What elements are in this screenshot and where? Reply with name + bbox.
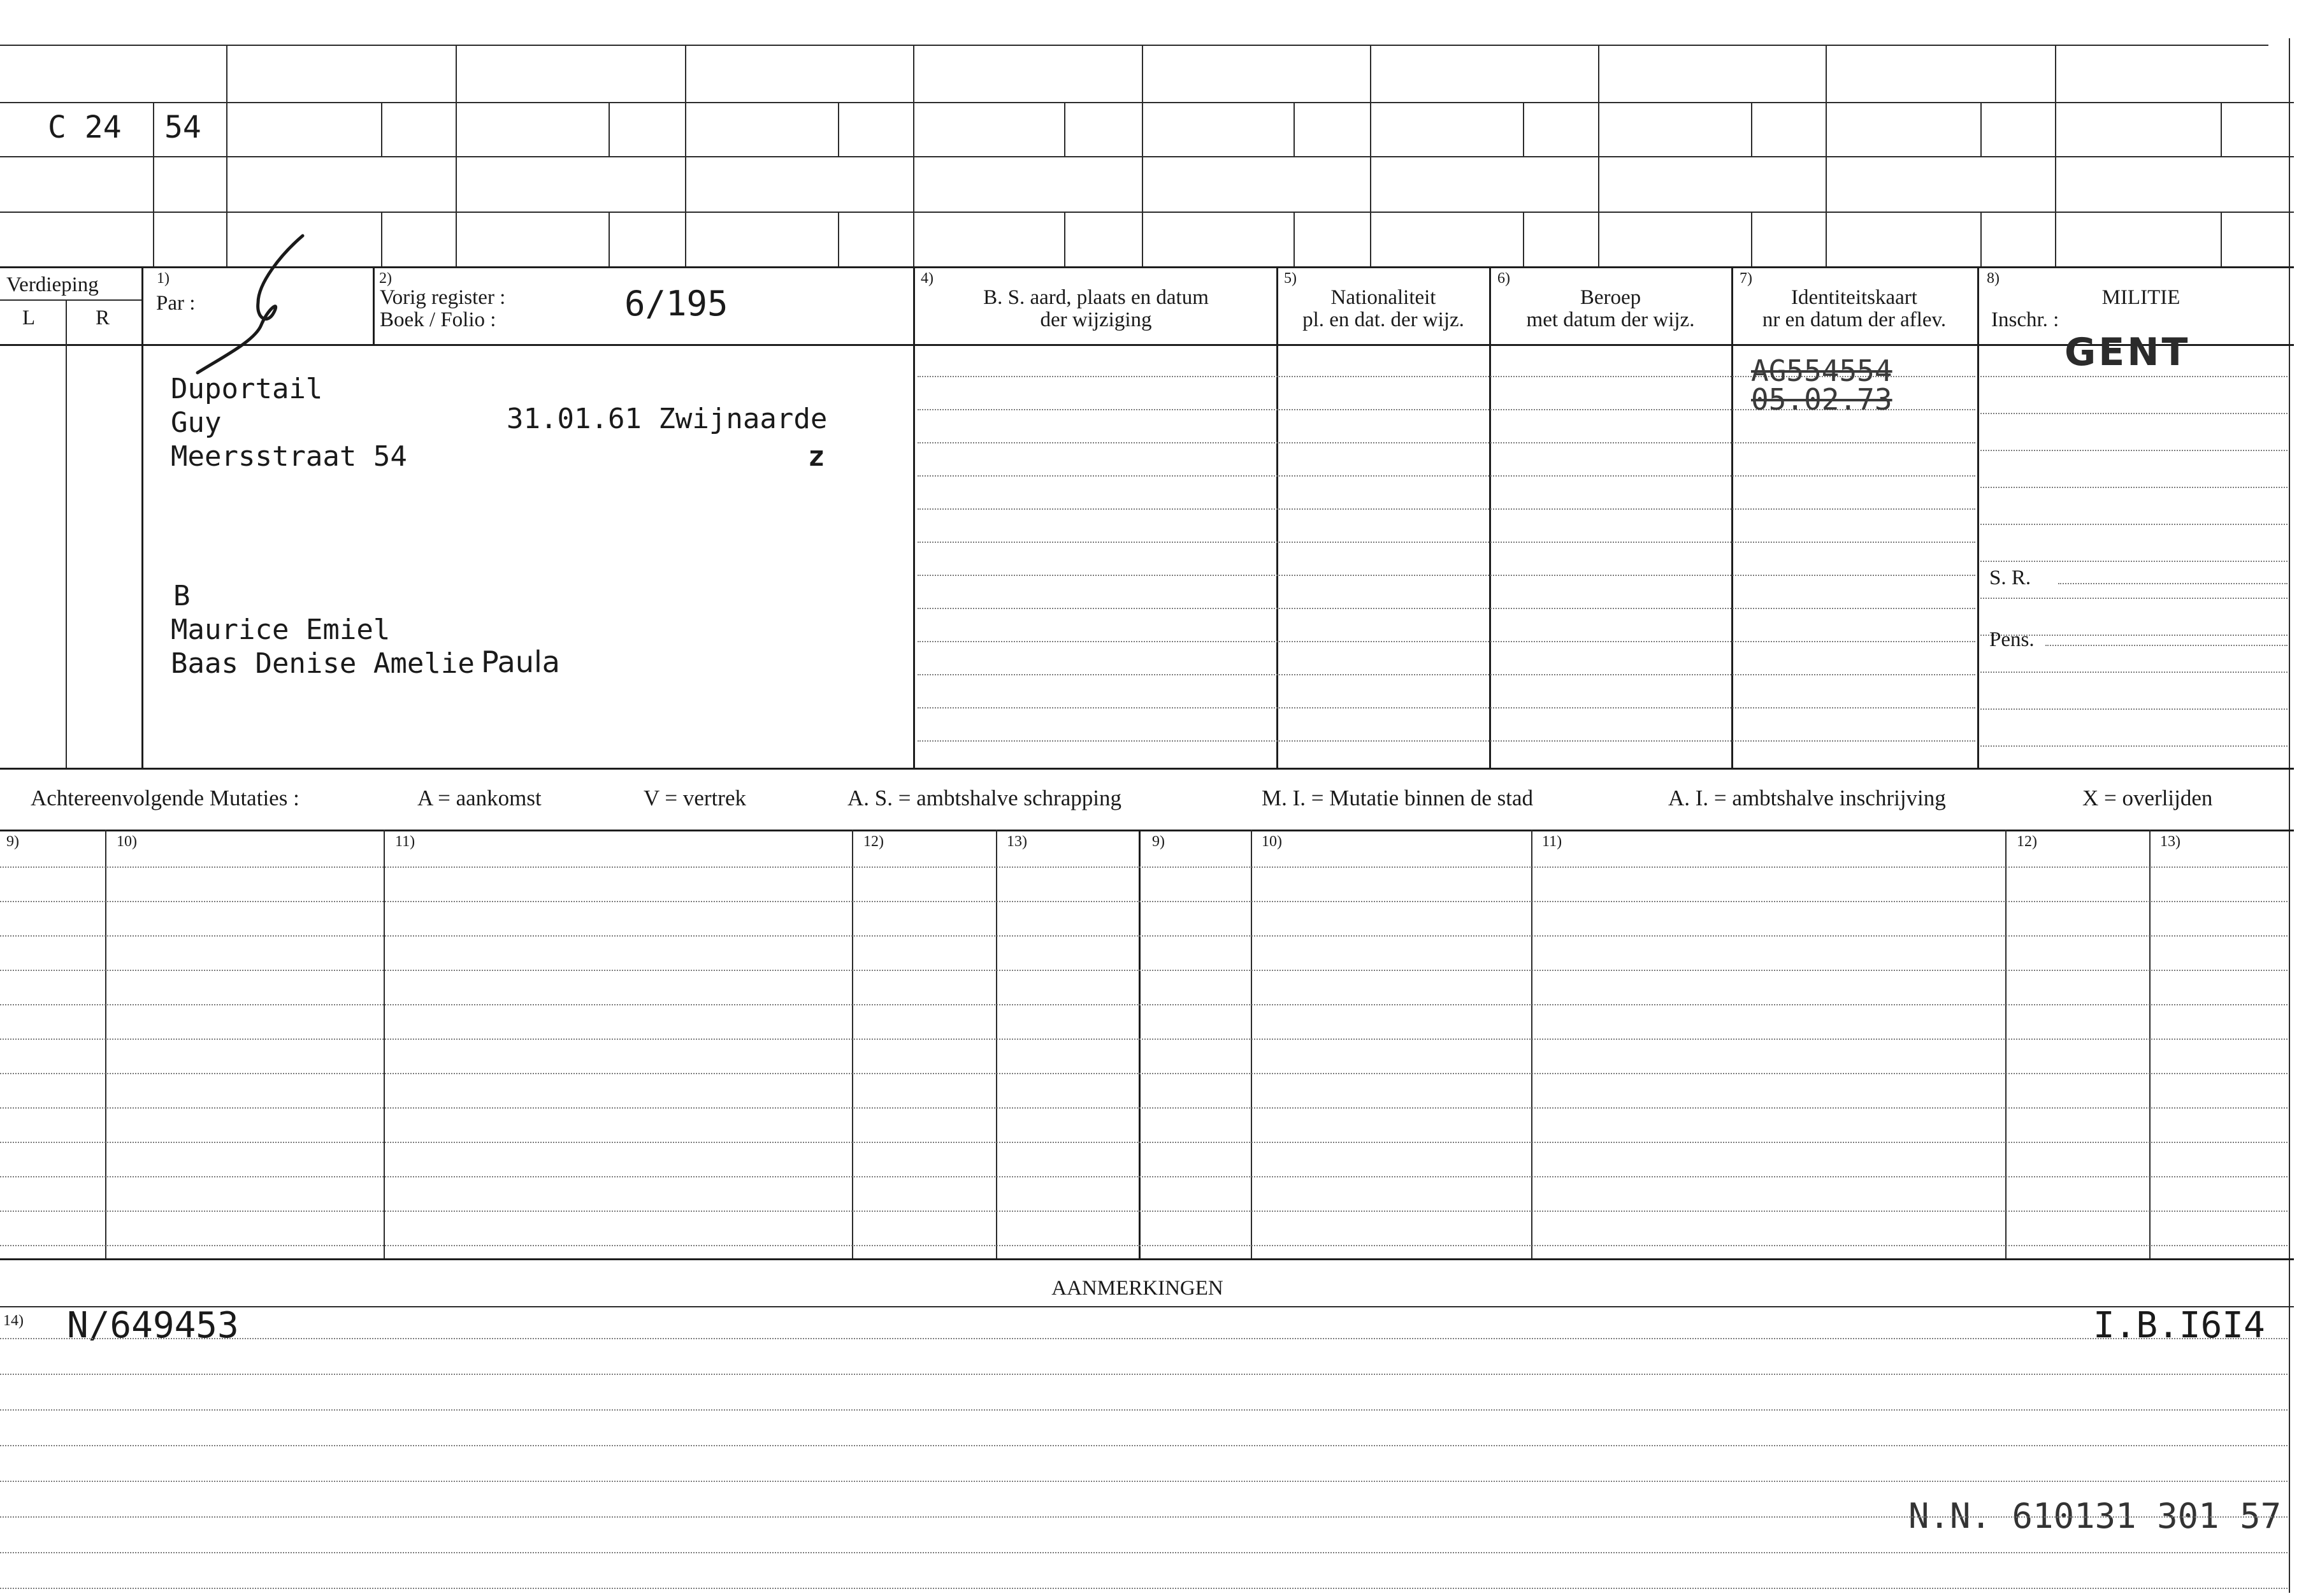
grid-col (913, 45, 914, 266)
grid-col (2221, 212, 2222, 266)
field-14-number: 14) (3, 1312, 24, 1329)
aanmerkingen-rule (0, 1306, 2294, 1307)
ruled-line (918, 674, 1975, 675)
vorig-register-value: 6/195 (624, 284, 728, 324)
grid-col (609, 102, 610, 156)
mut-col-12: 12) (863, 833, 884, 850)
ruled-line (0, 1588, 2288, 1589)
mut-col-11b: 11) (1542, 833, 1562, 850)
mutatie-legend-aankomst: A = aankomst (417, 786, 542, 810)
beroep-label-1: Beroep (1580, 286, 1641, 309)
grid-col (1523, 102, 1524, 156)
marker-z: z (808, 440, 825, 473)
ruled-line (0, 970, 2288, 971)
ruled-line (918, 442, 1975, 443)
ruled-line (0, 1552, 2288, 1553)
field-1-number: 1) (157, 270, 169, 287)
field-6-number: 6) (1497, 270, 1510, 287)
ruled-line (918, 575, 1975, 576)
mut-col (105, 830, 106, 1258)
ruled-line (1980, 450, 2288, 451)
ruled-line (918, 641, 1975, 642)
grid-col (838, 212, 839, 266)
field-2-number: 2) (379, 270, 392, 287)
header-bottom-rule (0, 344, 2294, 346)
ruled-line (1980, 598, 2288, 599)
col-divider (1731, 266, 1733, 768)
r-label: R (96, 306, 110, 329)
birth-date-place: 31.01.61 Zwijnaarde (507, 403, 828, 435)
verdieping-rule (0, 299, 143, 301)
mut-col (384, 830, 385, 1258)
grid-col (153, 102, 154, 266)
ruled-line (0, 1004, 2288, 1005)
ruled-line (1980, 524, 2288, 525)
bs-label-1: B. S. aard, plaats en datum (983, 286, 1209, 309)
mut-col-9: 9) (6, 833, 19, 850)
ruled-line (918, 542, 1975, 543)
ruled-line (1980, 708, 2288, 710)
field-4-number: 4) (921, 270, 933, 287)
mut-col (1251, 830, 1252, 1258)
grid-rule (0, 212, 2294, 213)
col-divider (141, 266, 143, 768)
register-number: 54 (164, 110, 201, 145)
field-5-number: 5) (1284, 270, 1297, 287)
grid-col (838, 102, 839, 156)
sr-label: S. R. (1989, 566, 2031, 589)
grid-col (1826, 45, 1827, 266)
ruled-line (0, 866, 2288, 868)
first-name: Guy (171, 406, 222, 439)
grid-col (1064, 212, 1065, 266)
sr-line (2058, 583, 2288, 584)
ruled-line (1980, 487, 2288, 488)
grid-col (1980, 212, 1982, 266)
aanmerkingen-title: AANMERKINGEN (1051, 1277, 1223, 1300)
grid-col (2055, 45, 2056, 266)
grid-rule (0, 102, 2294, 103)
ruled-line (918, 608, 1975, 609)
ruled-line (0, 1338, 2288, 1339)
ruled-line (1980, 413, 2288, 414)
ruled-line (0, 1409, 2288, 1411)
ruled-line (0, 1211, 2288, 1212)
grid-col (1598, 45, 1599, 266)
mut-col (1531, 830, 1532, 1258)
grid-col (685, 45, 686, 266)
main-bottom-rule (0, 768, 2294, 770)
mut-col-13b: 13) (2160, 833, 2180, 850)
mut-col (2005, 830, 2007, 1258)
militie-stamp: GENT (2065, 330, 2191, 375)
nationaliteit-label-2: pl. en dat. der wijz. (1302, 308, 1464, 331)
verdieping-label: Verdieping (6, 273, 99, 296)
ruled-line (0, 1039, 2288, 1040)
mut-col-10: 10) (117, 833, 137, 850)
grid-col (1294, 102, 1295, 156)
mother-name: Baas Denise Amelie (171, 647, 475, 680)
surname: Duportail (171, 373, 323, 405)
ruled-line (0, 1176, 2288, 1177)
grid-col (1064, 102, 1065, 156)
grid-col (1370, 45, 1371, 266)
mother-extra-name: Paula (481, 645, 560, 679)
col-divider (1489, 266, 1491, 768)
address: Meersstraat 54 (171, 440, 407, 473)
grid-col (381, 212, 382, 266)
ruled-line (0, 1073, 2288, 1074)
vorig-register-label: Vorig register : (380, 286, 506, 309)
ruled-line (918, 508, 1975, 510)
ruled-line (1980, 376, 2288, 377)
mutatie-legend-vertrek: V = vertrek (644, 786, 746, 810)
col-divider (1977, 266, 1979, 768)
handwritten-mark (185, 229, 312, 395)
ruled-line (918, 707, 1975, 708)
grid-col (1751, 212, 1752, 266)
mutaties-bottom-rule (0, 1258, 2294, 1260)
ruled-line (0, 1245, 2288, 1246)
field-7-number: 7) (1740, 270, 1752, 287)
pens-label: Pens. (1989, 628, 2035, 651)
mut-col (852, 830, 853, 1258)
ruled-line (0, 935, 2288, 937)
mutatie-legend-overlijden: X = overlijden (2082, 786, 2213, 810)
field-8-number: 8) (1987, 270, 2000, 287)
col-divider (1276, 266, 1278, 768)
mut-col-9b: 9) (1152, 833, 1165, 850)
grid-col (1294, 212, 1295, 266)
l-label: L (22, 306, 36, 329)
grid-col (1142, 45, 1143, 266)
mut-col-10b: 10) (1262, 833, 1282, 850)
father-name: Maurice Emiel (171, 614, 391, 646)
pens-line (2045, 645, 2288, 646)
nationaliteit-label-1: Nationaliteit (1330, 286, 1436, 309)
ruled-line (0, 1481, 2288, 1482)
mut-col-center (1139, 830, 1141, 1258)
identiteitskaart-label-1: Identiteitskaart (1791, 286, 1917, 309)
right-edge (2289, 38, 2290, 1593)
mut-col-11: 11) (395, 833, 415, 850)
boek-folio-label: Boek / Folio : (380, 308, 496, 331)
grid-col (609, 212, 610, 266)
mut-col-13: 13) (1007, 833, 1027, 850)
col-divider (913, 266, 915, 768)
ruled-line (0, 1142, 2288, 1143)
ruled-line (918, 475, 1975, 477)
grid-bottom-rule (0, 266, 2294, 268)
militie-label: MILITIE (2101, 286, 2180, 309)
mutatie-legend-binnen-stad: M. I. = Mutatie binnen de stad (1262, 786, 1534, 810)
mutaties-title: Achtereenvolgende Mutaties : (31, 786, 299, 810)
ruled-line (1980, 672, 2288, 673)
mut-col (996, 830, 997, 1258)
top-rule (0, 45, 2268, 46)
mutaties-top-rule (0, 830, 2294, 831)
id-card-date: 05.02.73 (1751, 382, 1892, 417)
ruled-line (0, 1107, 2288, 1109)
ruled-line (918, 740, 1975, 742)
col-l-r-divider (66, 299, 67, 768)
grid-col (1751, 102, 1752, 156)
national-number: N.N. 610131 301 57 (1908, 1496, 2282, 1536)
ruled-line (1980, 745, 2288, 747)
ruled-line (0, 901, 2288, 902)
col-divider (373, 266, 375, 344)
mut-col (2149, 830, 2151, 1258)
remark-reference: N/649453 (67, 1305, 239, 1346)
beroep-label-2: met datum der wijz. (1526, 308, 1695, 331)
ruled-line (0, 1516, 2288, 1518)
mutatie-legend-schrapping: A. S. = ambtshalve schrapping (847, 786, 1121, 810)
bs-label-2: der wijziging (1040, 308, 1152, 331)
mut-col-12b: 12) (2017, 833, 2037, 850)
ruled-line (1980, 561, 2288, 562)
ruled-line (0, 1374, 2288, 1375)
par-label: Par : (156, 292, 196, 315)
ruled-line (0, 1445, 2288, 1446)
inschr-label: Inschr. : (1991, 308, 2059, 331)
remark-ib-code: I.B.I6I4 (2093, 1305, 2265, 1346)
register-code: C 24 (48, 110, 122, 145)
grid-col (2221, 102, 2222, 156)
grid-rule (0, 156, 2294, 157)
grid-col (1523, 212, 1524, 266)
b-label: B (173, 580, 191, 612)
identiteitskaart-label-2: nr en datum der aflev. (1762, 308, 1947, 331)
id-card-number: AG554554 (1751, 354, 1892, 388)
grid-col (1980, 102, 1982, 156)
mutatie-legend-inschrijving: A. I. = ambtshalve inschrijving (1668, 786, 1946, 810)
grid-col (381, 102, 382, 156)
grid-col (456, 45, 457, 266)
